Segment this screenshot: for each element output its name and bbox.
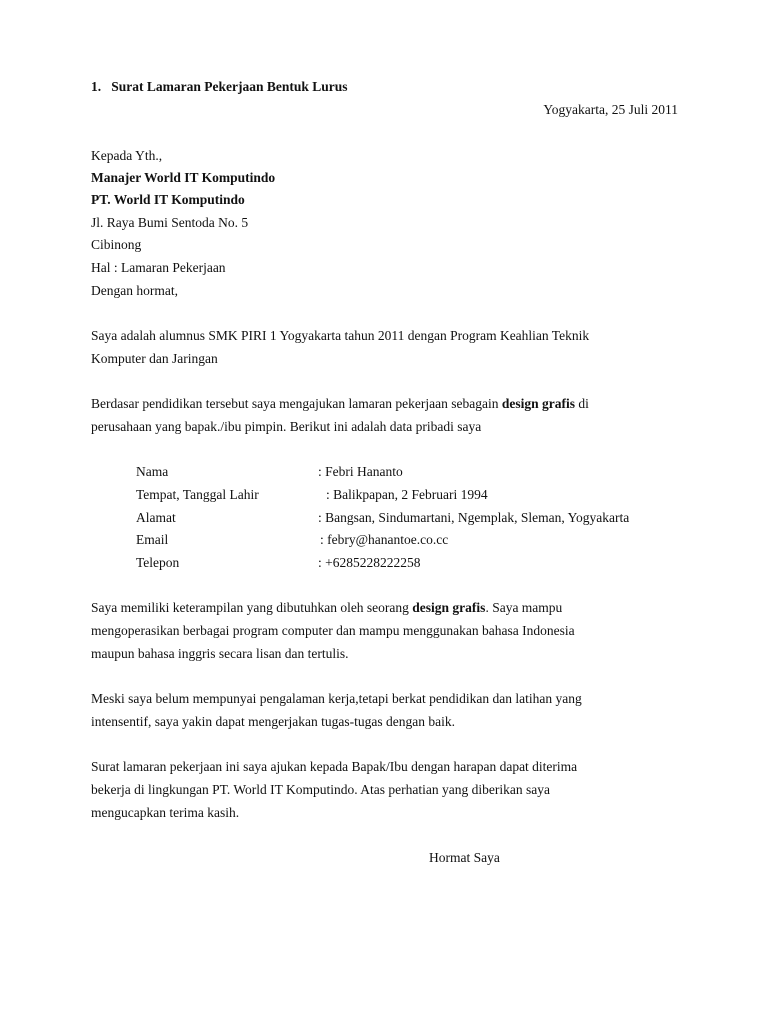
data-value-telepon: : +6285228222258 (318, 555, 421, 570)
data-value-nama: : Febri Hananto (318, 464, 403, 479)
closing: Hormat Saya (429, 850, 500, 865)
data-label-alamat: Alamat (136, 510, 176, 525)
heading-title: Surat Lamaran Pekerjaan Bentuk Lurus (111, 79, 348, 94)
para2-text-post: di (574, 396, 589, 411)
para4-line1: Meski saya belum mempunyai pengalaman kerja,tetapi berkat pendidikan dan latihan yang (91, 691, 582, 706)
recipient-street: Jl. Raya Bumi Sentoda No. 5 (91, 215, 249, 230)
para2-text-pre: Berdasar pendidikan tersebut saya mengajukan lamaran pekerjaan sebagain (91, 396, 502, 411)
subject-line: Hal : Lamaran Pekerjaan (91, 260, 226, 275)
data-label-email: Email (136, 532, 169, 547)
heading-number: 1. (91, 79, 102, 94)
para5-line2: bekerja di lingkungan PT. World IT Komputindo. Atas perhatian yang diberikan saya (91, 782, 550, 797)
data-value-alamat: : Bangsan, Sindumartani, Ngemplak, Sleman, Yogyakarta (318, 510, 630, 525)
para3-line3: maupun bahasa inggris secara lisan dan tertulis. (91, 646, 349, 661)
recipient-company: PT. World IT Komputindo (91, 192, 245, 207)
place-date: Yogyakarta, 25 Juli 2011 (543, 102, 678, 117)
para2-line2: perusahaan yang bapak./ibu pimpin. Berikut ini adalah data pribadi saya (91, 419, 482, 434)
data-value-email: : febry@hanantoe.co.cc (320, 532, 449, 547)
data-label-nama: Nama (136, 464, 169, 479)
para1-line1: Saya adalah alumnus SMK PIRI 1 Yogyakarta tahun 2011 dengan Program Keahlian Teknik (91, 328, 590, 343)
recipient-name: Manajer World IT Komputindo (91, 170, 276, 185)
para3-text-post: . Saya mampu (485, 600, 563, 615)
salutation: Dengan hormat, (91, 283, 178, 298)
para3-bold-role: design grafis (412, 600, 486, 615)
para3-text-pre: Saya memiliki keterampilan yang dibutuhkan oleh seorang (91, 600, 413, 615)
data-value-ttl: : Balikpapan, 2 Februari 1994 (326, 487, 488, 502)
para2-bold-role: design grafis (501, 396, 575, 411)
para5-line3: mengucapkan terima kasih. (91, 805, 240, 820)
recipient-city: Cibinong (91, 237, 142, 252)
para5-line1: Surat lamaran pekerjaan ini saya ajukan kepada Bapak/Ibu dengan harapan dapat diterima (91, 759, 578, 774)
recipient-greeting: Kepada Yth., (91, 148, 163, 163)
para3-line1 (91, 600, 562, 616)
data-label-telepon: Telepon (136, 555, 180, 570)
para4-line2: intensentif, saya yakin dapat mengerjakan tugas-tugas dengan baik. (91, 714, 456, 729)
letter-heading (91, 79, 348, 95)
para1-line2: Komputer dan Jaringan (91, 351, 218, 366)
para3-line2: mengoperasikan berbagai program computer dan mampu menggunakan bahasa Indonesia (91, 623, 575, 638)
para2-line1 (91, 396, 589, 412)
data-label-ttl: Tempat, Tanggal Lahir (136, 487, 259, 502)
